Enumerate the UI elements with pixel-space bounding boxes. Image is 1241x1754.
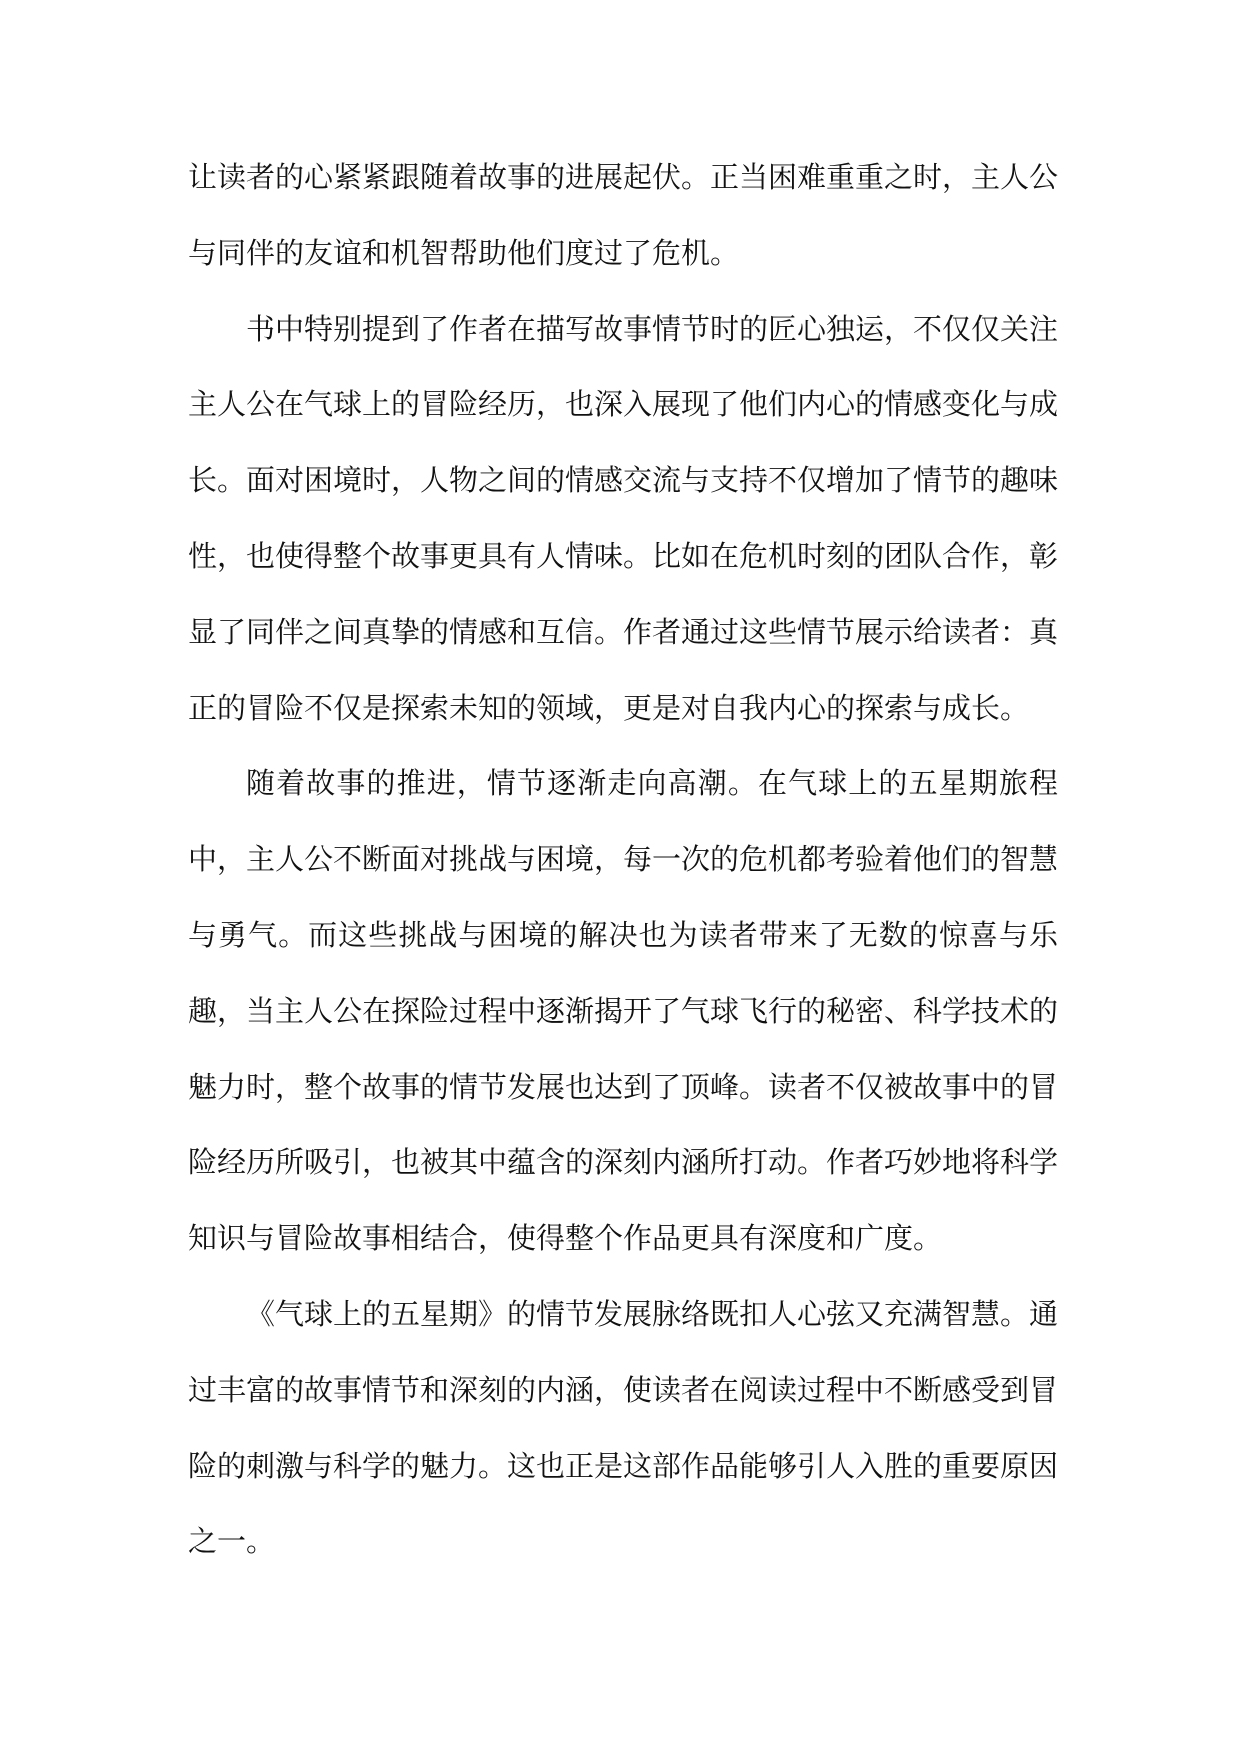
- paragraph-1: 让读者的心紧紧跟随着故事的进展起伏。正当困难重重之时，主人公与同伴的友谊和机智帮助他们度过了危机。: [188, 160, 1059, 270]
- paragraph-4: 《气球上的五星期》的情节发展脉络既扣人心弦又充满智慧。通过丰富的故事情节和深刻的内涵，使读者在阅读过程中不断感受到冒险的刺激与科学的魅力。这也正是这部作品能够引人入胜的重要原因之一。: [188, 1296, 1059, 1559]
- document-body: [188, 140, 1058, 1580]
- paragraph-2: 书中特别提到了作者在描写故事情节时的匠心独运，不仅仅关注主人公在气球上的冒险经历，也深入展现了他们内心的情感变化与成长。面对困境时，人物之间的情感交流与支持不仅增加了情节的趣味性，也使得整个故事更具有人情味。比如在危机时刻的团队合作，彰显了同伴之间真挚的情感和互信。作者通过这些情节展示给读者：真正的冒险不仅是探索未知的领域，更是对自我内心的探索与成长。: [188, 311, 1059, 725]
- paragraph-3: 随着故事的推进，情节逐渐走向高潮。在气球上的五星期旅程中，主人公不断面对挑战与困境，每一次的危机都考验着他们的智慧与勇气。而这些挑战与困境的解决也为读者带来了无数的惊喜与乐趣，当主人公在探险过程中逐渐揭开了气球飞行的秘密、科学技术的魅力时，整个故事的情节发展也达到了顶峰。读者不仅被故事中的冒险经历所吸引，也被其中蕴含的深刻内涵所打动。作者巧妙地将科学知识与冒险故事相结合，使得整个作品更具有深度和广度。: [188, 766, 1059, 1256]
